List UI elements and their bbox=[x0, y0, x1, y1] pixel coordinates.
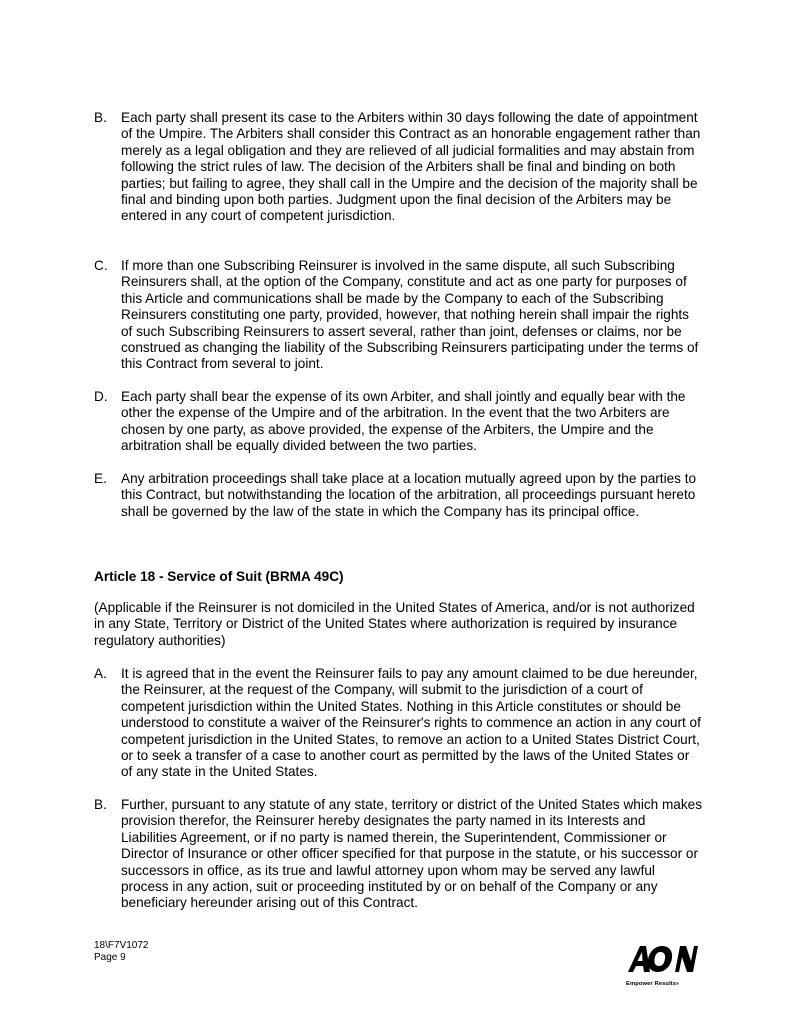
article-heading: Article 18 - Service of Suit (BRMA 49C) bbox=[94, 569, 344, 584]
list-item-b bbox=[94, 110, 704, 225]
item-text: Any arbitration proceedings shall take place at a location mutually agreed upon by the parties to this Contract, but notwithstanding the location of the arbitration, all proceedings pursuant hereto shall be governed by the law of the state in which the Company has its principal office. bbox=[121, 471, 697, 519]
item-text: Each party shall present its case to the Arbiters within 30 days following the date of appointment of the Umpire. The Arbiters shall consider this Contract as an honorable engagement rather than merely as a legal obligation and they are relieved of all judicial formalities and may abstain from following the strict rules of law. The decision of the Arbiters shall be final and binding on both parties; but failing to agree, they shall call in the Umpire and the decision of the majority shall be final and binding upon both parties. Judgment upon the final decision of the Arbiters may be entered in any court of competent jurisdiction. bbox=[121, 110, 701, 224]
item-letter: E. bbox=[94, 471, 107, 486]
footer bbox=[94, 940, 149, 964]
item-letter: C. bbox=[94, 258, 108, 273]
item-letter: B. bbox=[94, 110, 107, 125]
page-number: Page 9 bbox=[94, 952, 126, 963]
item-text: If more than one Subscribing Reinsurer is involved in the same dispute, all such Subscribing Reinsurers shall, at the option of the Company, constitute and act as one party for purposes of this Article and communications shall be made by the Company to each of the Subscribing Reinsurers constituting one party, provided, however, that nothing herein shall impair the rights of such Subscribing Reinsurers to assert several, rather than joint, defenses or claims, nor be construed as changing the liability of the Subscribing Reinsurers participating under the terms of this Contract from several to joint. bbox=[121, 258, 699, 372]
item-text: Further, pursuant to any statute of any state, territory or district of the United States which makes provision therefor, the Reinsurer hereby designates the party named in its Interests and Liabilities Agreement, or if no party is named therein, the Superintendent, Commissioner or Director of Insurance or other officer specified for that purpose in the statute, or his successor or successors in office, as its true and lawful attorney upon whom may be served any lawful process in any action, suit or proceeding instituted by or on behalf of the Company or any beneficiary hereunder arising out of this Contract. bbox=[121, 797, 703, 911]
item-text: Each party shall bear the expense of its own Arbiter, and shall jointly and equally bear with the other the expense of the Umpire and of the arbitration. In the event that the two Arbiters are chosen by one party, as above provided, the expense of the Arbiters, the Umpire and the arbitration shall be equally divided between the two parties. bbox=[121, 389, 686, 454]
list-item-d bbox=[94, 389, 704, 455]
item-text: It is agreed that in the event the Reinsurer fails to pay any amount claimed to be due hereunder, the Reinsurer, at the request of the Company, will submit to the jurisdiction of a court of competent jurisdiction within the United States. Nothing in this Article constitutes or should be understood to constitute a waiver of the Reinsurer's rights to commence an action in any court of competent jurisdiction in the United States, to remove an action to a United States District Court, or to seek a transfer of a case to another court as permitted by the laws of the United States or of any state in the United States. bbox=[121, 666, 701, 780]
item-letter: B. bbox=[94, 797, 107, 812]
list-item-a bbox=[94, 666, 704, 781]
registered-mark: ® bbox=[676, 981, 680, 986]
document-id: 18\F7V1072 bbox=[94, 940, 149, 951]
item-letter: D. bbox=[94, 389, 108, 404]
logo-tagline bbox=[626, 976, 679, 992]
item-letter: A. bbox=[94, 666, 107, 681]
article-intro: (Applicable if the Reinsurer is not domiciled in the United States of America, and/or is not authorized in any State, Territory or District of the United States where authorization is required by insurance regulatory authorities) bbox=[94, 600, 695, 648]
aon-logo-icon bbox=[626, 942, 698, 974]
list-item-c bbox=[94, 258, 704, 373]
list-item-e bbox=[94, 471, 704, 520]
list-item-b2 bbox=[94, 797, 704, 912]
tagline-text: Empower Results bbox=[626, 981, 677, 987]
